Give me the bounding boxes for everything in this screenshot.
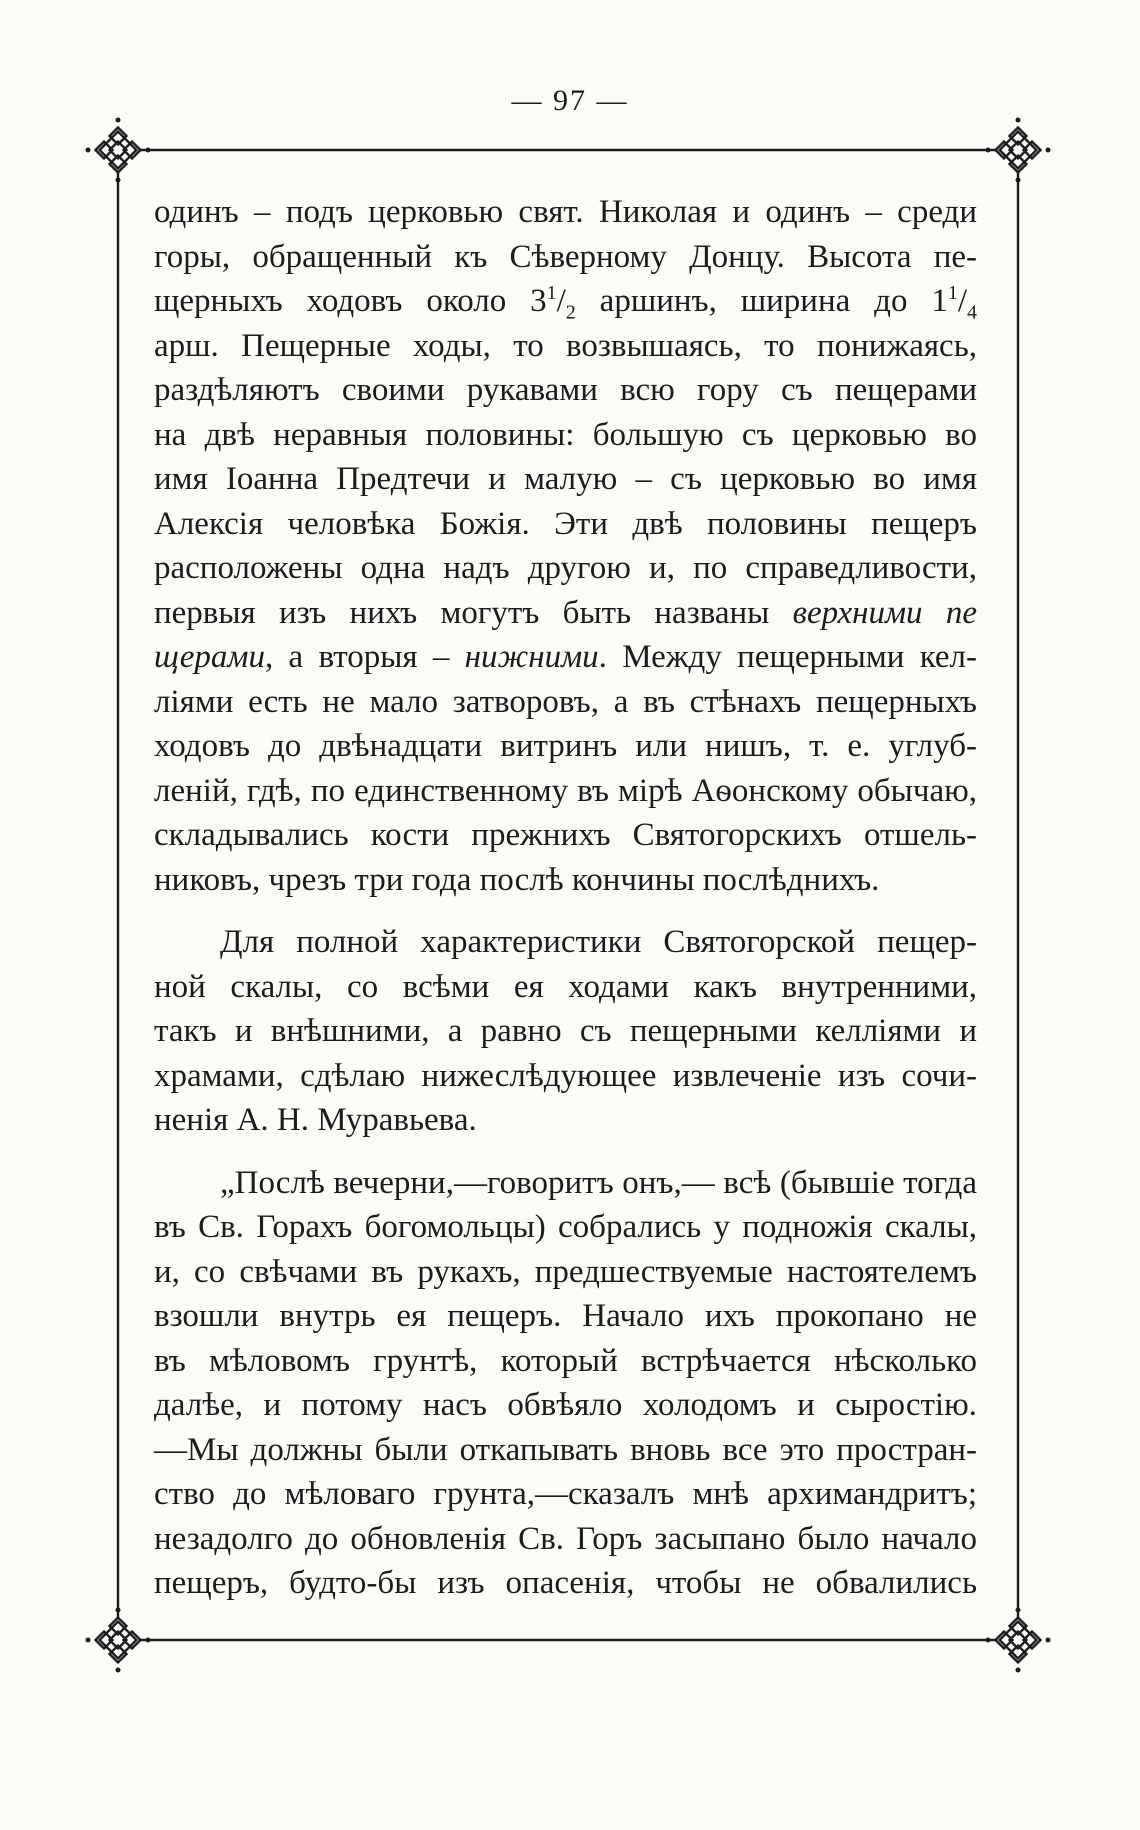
text-line: щерныхъ ходовъ около $3^1/_2$ аршинъ, ширина до $1^1/_4$	[154, 282, 977, 324]
corner-ornament-top-left	[86, 118, 151, 183]
text-line: ходовъ до двѣнадцати витринъ или нишъ, т. е. углуб-	[154, 728, 977, 764]
page-number: — 97 —	[511, 84, 629, 117]
corner-ornament-bottom-left	[86, 1608, 151, 1673]
text-line: леній, гдѣ, по единственному въ мірѣ Аѳонскому обычаю,	[154, 772, 977, 809]
text-line: и, со свѣчами въ рукахъ, предшествуемые настоятелемъ	[154, 1253, 977, 1290]
text-line: складывались кости прежнихъ Святогорскихъ отшель-	[154, 817, 977, 853]
paragraph	[154, 190, 977, 902]
text-line: такъ и внѣшними, а равно съ пещерными келліями и	[154, 1013, 977, 1049]
text-line: далѣе, и потому насъ обвѣяло холодомъ и сыростію.	[154, 1387, 977, 1423]
text-line: Алексія человѣка Божія. Эти двѣ половины пещеръ	[154, 505, 977, 542]
text-line: въ мѣловомъ грунтѣ, который встрѣчается нѣсколько	[154, 1342, 977, 1379]
paragraph	[154, 1161, 977, 1606]
paragraph	[154, 920, 977, 1143]
text-line: пещеръ, будто-бы изъ опасенія, чтобы не обвалились	[154, 1565, 977, 1601]
page-body	[154, 190, 977, 1606]
text-line: имя Іоанна Предтечи и малую – съ церковью во имя	[154, 461, 977, 497]
text-line: „Послѣ вечерни,—говоритъ онъ,— всѣ (бывшіе тогда	[220, 1164, 977, 1201]
text-line: въ Св. Горахъ богомольцы) собрались у подножія скалы,	[154, 1209, 977, 1245]
text-line: щерами, а вторыя – нижними. Между пещерными кел-	[154, 639, 978, 675]
text-line: одинъ – подъ церковью свят. Николая и одинъ – среди	[154, 194, 977, 230]
text-line: никовъ, чрезъ три года послѣ кончины послѣднихъ.	[154, 861, 880, 898]
text-line: ненія А. Н. Муравьева.	[154, 1102, 477, 1138]
corner-ornament-top-right	[986, 118, 1051, 183]
text-line: ство до мѣловаго грунта,—сказалъ мнѣ архимандритъ;	[154, 1476, 977, 1512]
text-line: Для полной характеристики Святогорской пещер-	[220, 924, 977, 960]
text-line: ной скалы, со всѣми ея ходами какъ внутренними,	[154, 968, 977, 1005]
text-line: первыя изъ нихъ могутъ быть названы верхними пе	[154, 594, 977, 631]
text-line: расположены одна надъ другою и, по справедливости,	[154, 550, 977, 586]
text-line: арш. Пещерные ходы, то возвышаясь, то понижаясь,	[154, 327, 977, 364]
text-line: незадолго до обновленія Св. Горъ засыпано было начало	[154, 1520, 977, 1557]
text-line: раздѣляютъ своими рукавами всю гору съ пещерами	[154, 372, 977, 408]
text-line: горы, обращенный къ Сѣверному Донцу. Высота пе-	[154, 238, 977, 275]
corner-ornament-bottom-right	[986, 1608, 1051, 1673]
text-line: на двѣ неравныя половины: большую съ церковью во	[154, 416, 977, 453]
text-line: храмами, сдѣлаю нижеслѣдующее извлеченіе изъ сочи-	[154, 1057, 977, 1094]
text-line: —Мы должны были откапывать вновь все это простран-	[154, 1431, 977, 1468]
text-line: ліями есть не мало затворовъ, а въ стѣнахъ пещерныхъ	[154, 683, 977, 720]
text-line: взошли внутрь ея пещеръ. Начало ихъ прокопано не	[154, 1298, 977, 1334]
